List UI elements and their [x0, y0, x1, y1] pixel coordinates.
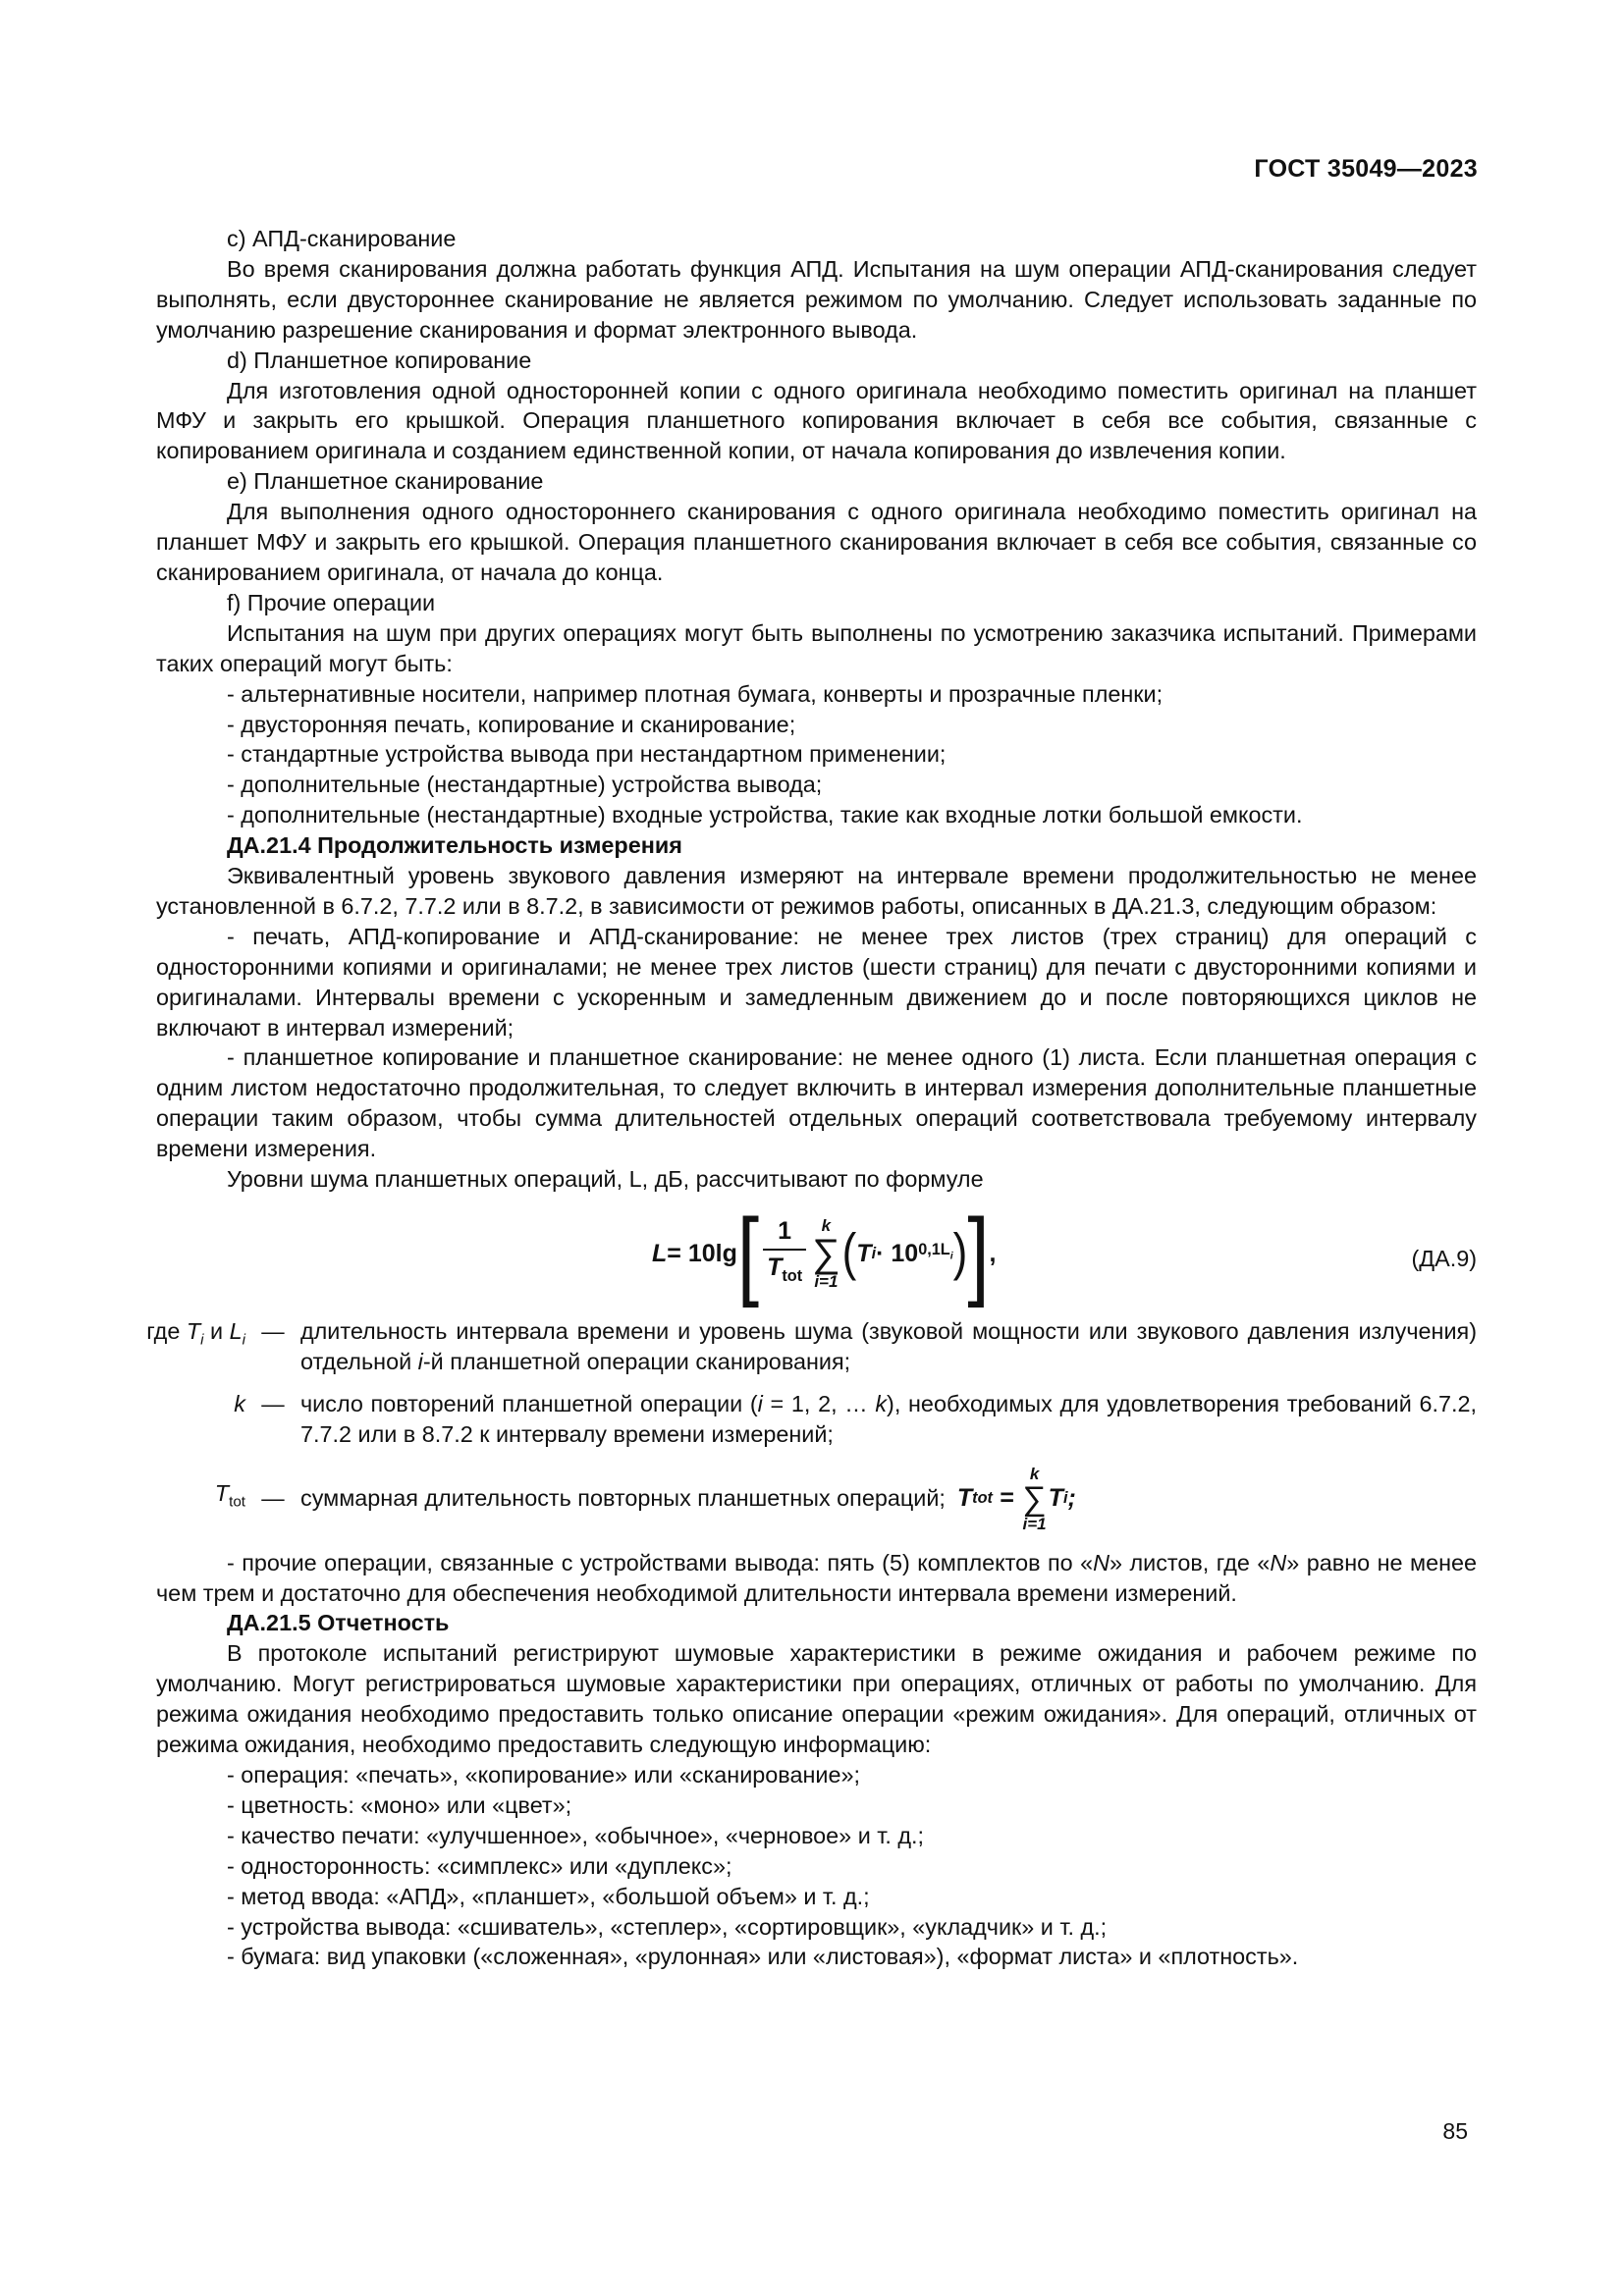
document-body [146, 224, 1478, 1972]
where-symbol [108, 1389, 245, 1419]
item-heading-e: e) Планшетное сканирование [227, 468, 544, 495]
ttot-symbol: T [956, 1484, 973, 1513]
item-heading-c: c) АПД-сканирование [227, 226, 457, 251]
symbol-t: T [214, 1480, 230, 1507]
desc-italic: i [417, 1348, 423, 1374]
where-description [300, 1316, 1477, 1377]
desc-text: число повторений планшетной операции ( [300, 1390, 758, 1416]
list-item: - двусторонняя печать, копирование и сканирование; [227, 711, 796, 737]
paragraph: - планшетное копирование и планшетное сканирование: не менее одного (1) листа. Если планшетная операция с одним листом недостаточно продолжительная, то следует включить в интервал измерения дополнительные планшетные операции таким образом, чтобы сумма длительностей отдельных операций соответствовала требуемому интервалу времени измерения. [156, 1044, 1477, 1162]
right-bracket: ] [967, 1198, 990, 1308]
paragraph: В протоколе испытаний регистрируют шумовые характеристики в режиме ожидания и рабочем режиме по умолчанию. Могут регистрироваться шумовые характеристики при операциях, отличных от работы по умолчанию. Для режима ожидания необходимо предоставить только описание операции «режим ожидания». Для операций, отличных от режима ожидания, необходимо предоставить следующую информацию: [156, 1640, 1477, 1758]
symbol-l: L [229, 1318, 243, 1344]
italic-n: N [1093, 1549, 1110, 1575]
sum-upper: k [821, 1216, 832, 1235]
formula-lhs: L [652, 1239, 668, 1267]
right-paren: ) [952, 1223, 968, 1282]
section-heading-da-21-5: ДА.21.5 Отчетность [227, 1610, 450, 1636]
paragraph [156, 1548, 1477, 1609]
summation [1022, 1466, 1046, 1532]
standard-header: ГОСТ 35049—2023 [1254, 155, 1478, 183]
list-item: - односторонность: «симплекс» или «дуплекс»; [227, 1852, 732, 1879]
term-symbol: T [1048, 1484, 1063, 1513]
list-item: - дополнительные (нестандартные) устройства вывода; [227, 772, 823, 798]
den-subscript: tot [782, 1266, 803, 1285]
formula-eq: = 10lg [667, 1239, 737, 1267]
sum-lower: i=1 [1022, 1514, 1047, 1533]
sigma-symbol: ∑ [1022, 1479, 1047, 1518]
formula-tail: , [989, 1239, 997, 1267]
formula-da-9 [156, 1195, 1477, 1316]
paragraph: Уровни шума планшетных операций, L, дБ, рассчитывают по формуле [227, 1166, 984, 1193]
em-dash: — [261, 1485, 285, 1512]
subscript-i: i [200, 1331, 204, 1349]
den-symbol: T [767, 1253, 783, 1281]
formula-expression [652, 1199, 997, 1308]
desc-text: -й планшетной операции сканирования; [422, 1348, 851, 1374]
conjunction: и [203, 1318, 230, 1344]
list-item: - цветность: «моно» или «цвет»; [227, 1791, 572, 1818]
where-prefix: где [146, 1318, 187, 1344]
sum-upper: k [1029, 1464, 1040, 1483]
desc-text: суммарная длительность повторных планшетных операций; [300, 1485, 946, 1512]
em-dash: — [261, 1390, 285, 1416]
summation [812, 1217, 840, 1290]
list-item: - дополнительные (нестандартные) входные устройства, такие как входные лотки большой емкости. [227, 802, 1303, 828]
fraction [763, 1216, 806, 1292]
text: - прочие операции, связанные с устройствами вывода: пять (5) комплектов по « [227, 1549, 1094, 1575]
list-item: - метод ввода: «АПД», «планшет», «большой объем» и т. д.; [227, 1883, 870, 1909]
left-paren: ( [841, 1223, 857, 1282]
where-row-ttot [108, 1450, 1477, 1548]
where-description [300, 1466, 1477, 1532]
ttot-formula [957, 1466, 1076, 1532]
desc-text: = 1, 2, … [762, 1390, 876, 1416]
list-item: - альтернативные носители, например плотная бумага, конверты и прозрачные пленки; [227, 680, 1164, 707]
paragraph: Испытания на шум при других операциях могут быть выполнены по усмотрению заказчика испытаний. Примерами таких операций могут быть: [156, 619, 1477, 676]
exponent-subscript: i [949, 1250, 953, 1262]
term-dot: · 10 [876, 1239, 919, 1267]
paragraph: Для изготовления одной односторонней копии с одного оригинала необходимо поместить оригинал на планшет МФУ и закрыть его крышкой. Операция планшетного копирования включает в себя все события, связанные с копированием оригинала и созданием единственной копии, от начала копирования до извлечения копии. [156, 377, 1477, 464]
paragraph: Для выполнения одного одностороннего сканирования с одного оригинала необходимо поместить оригинал на планшет МФУ и закрыть его крышкой. Операция планшетного сканирования включает в себя все события, связанные со сканированием оригинала, от начала до конца. [156, 499, 1477, 585]
subscript-i: i [242, 1331, 245, 1349]
paragraph: - печать, АПД-копирование и АПД-сканирование: не менее трех листов (трех страниц) для операций с односторонними копиями и оригиналами; не менее трех листов (шести страниц) для печати с двусторонними копиями и оригиналами. Интервалы времени с ускоренным и замедленным движением до и после повторяющихся циклов не включают в интервал измерений; [156, 923, 1477, 1041]
ttot-tail: ; [1067, 1484, 1076, 1513]
term-symbol: T [856, 1239, 872, 1267]
where-block [108, 1316, 1477, 1548]
list-item: - устройства вывода: «сшиватель», «степлер», «сортировщик», «укладчик» и т. д.; [227, 1913, 1108, 1940]
list-item: - бумага: вид упаковки («сложенная», «рулонная» или «листовая»), «формат листа» и «плотность». [227, 1944, 1299, 1970]
paragraph: Эквивалентный уровень звукового давления измеряют на интервале времени продолжительностью не менее установленной в 6.7.2, 7.7.2 или в 8.7.2, в зависимости от режимов работы, описанных в ДА.21.3, следующим образом: [156, 863, 1477, 919]
list-item: - операция: «печать», «копирование» или «сканирование»; [227, 1761, 860, 1788]
item-heading-f: f) Прочие операции [227, 589, 436, 615]
where-symbol [108, 1316, 245, 1357]
where-symbol [108, 1478, 245, 1519]
exponent [918, 1235, 952, 1271]
symbol-k: k [234, 1390, 245, 1416]
where-row-k [108, 1389, 1477, 1450]
desc-italic: i [757, 1390, 763, 1416]
list-item: - качество печати: «улучшенное», «обычное», «черновое» и т. д.; [227, 1822, 925, 1848]
text: » листов, где « [1110, 1549, 1271, 1575]
term-subscript: i [1062, 1489, 1068, 1508]
em-dash: — [261, 1318, 285, 1344]
term-subscript: i [871, 1244, 877, 1262]
desc-italic: k [875, 1390, 888, 1416]
list-item: - стандартные устройства вывода при нестандартном применении; [227, 741, 947, 768]
paragraph: Во время сканирования должна работать функция АПД. Испытания на шум операции АПД-сканирования следует выполнять, если двустороннее сканирование не является режимом по умолчанию. Следует использовать заданные по умолчанию разрешение сканирования и формат электронного вывода. [156, 255, 1477, 343]
ttot-eq: = [992, 1484, 1021, 1513]
subscript-tot: tot [229, 1494, 245, 1511]
desc-text: длительность интервала времени и уровень шума (звуковой мощности или звукового давления излучения) отдельной [300, 1318, 1477, 1374]
sigma-symbol: ∑ [812, 1232, 840, 1275]
item-heading-d: d) Планшетное копирование [227, 347, 532, 373]
fraction-numerator: 1 [778, 1216, 792, 1245]
where-description [300, 1389, 1477, 1450]
italic-n: N [1270, 1549, 1287, 1575]
left-bracket: [ [736, 1198, 760, 1308]
fraction-denominator [763, 1249, 806, 1292]
section-heading-da-21-4: ДА.21.4 Продолжительность измерения [227, 832, 682, 859]
ttot-subscript: tot [972, 1489, 993, 1508]
text: » равно не менее чем трем и достаточно для обеспечения необходимой длительности интервала времени измерений. [156, 1549, 1478, 1606]
exponent-body: 0,1L [918, 1241, 950, 1259]
equation-number: (ДА.9) [1411, 1246, 1477, 1271]
desc-text: ), необходимых для удовлетворения требований 6.7.2, 7.7.2 или в 8.7.2 к интервалу времени измерений; [300, 1390, 1477, 1447]
symbol-t: T [186, 1318, 201, 1344]
sum-lower: i=1 [814, 1272, 839, 1291]
where-row-ti-li [108, 1316, 1477, 1377]
page-number: 85 [1442, 2118, 1468, 2144]
